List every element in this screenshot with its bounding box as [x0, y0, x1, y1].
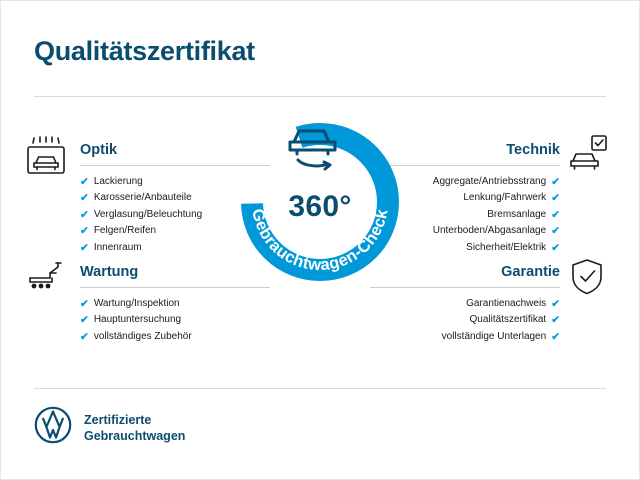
- check-icon: ✔: [551, 208, 560, 221]
- oil-can-icon: [26, 260, 70, 295]
- badge-degrees: 360°: [288, 190, 352, 223]
- list-item-label: Lackierung: [93, 176, 143, 187]
- check-icon: ✔: [80, 192, 89, 205]
- check-icon: ✔: [80, 330, 89, 343]
- list-item-label: Qualitätszertifikat: [469, 314, 547, 326]
- car-checklist-icon: [570, 134, 614, 179]
- 360-check-badge: [228, 110, 412, 294]
- list-item: [370, 329, 560, 345]
- list-item-label: Sicherheit/Elektrik: [466, 241, 547, 253]
- list-item: [80, 312, 270, 328]
- list-item: [370, 312, 560, 328]
- list-item-label: Innenraum: [93, 241, 142, 253]
- section-wartung-title: Wartung: [80, 264, 139, 280]
- check-icon: ✔: [80, 241, 89, 254]
- footer-divider: [34, 388, 606, 389]
- list-item-label: vollständiges Zubehör: [93, 330, 192, 342]
- check-icon: ✔: [80, 314, 89, 327]
- footer-text: [84, 412, 185, 444]
- list-item-label: Garantienachweis: [466, 298, 547, 309]
- section-technik-title: Technik: [506, 142, 560, 158]
- list-item-label: Bremsanlage: [487, 208, 547, 220]
- check-icon: ✔: [551, 330, 560, 343]
- section-wartung-list: [80, 296, 270, 345]
- list-item: [370, 296, 560, 312]
- car-wash-icon: [26, 136, 70, 181]
- vw-logo: [34, 406, 72, 449]
- list-item-label: Hauptuntersuchung: [93, 314, 182, 326]
- list-item: [80, 329, 270, 345]
- title-divider: [34, 96, 606, 97]
- footer-line-1: Zertifizierte: [84, 412, 152, 427]
- page-title: Qualitätszertifikat: [34, 36, 255, 66]
- list-item-label: Wartung/Inspektion: [93, 298, 180, 309]
- section-optik-title: Optik: [80, 142, 118, 158]
- list-item-label: Verglasung/Beleuchtung: [93, 208, 203, 220]
- check-icon: ✔: [80, 208, 89, 221]
- check-icon: ✔: [551, 225, 560, 238]
- list-item: [80, 296, 270, 312]
- check-icon: ✔: [551, 298, 560, 310]
- check-icon: ✔: [80, 298, 89, 310]
- check-icon: ✔: [551, 241, 560, 254]
- shield-check-icon: [570, 258, 606, 301]
- list-item-label: Karosserie/Anbauteile: [93, 192, 192, 204]
- check-icon: ✔: [551, 314, 560, 327]
- footer: [34, 406, 185, 449]
- check-icon: ✔: [80, 176, 89, 188]
- footer-line-2: Gebrauchtwagen: [84, 428, 186, 443]
- section-garantie-title: Garantie: [501, 264, 560, 280]
- list-item-label: Aggregate/Antriebsstrang: [432, 176, 547, 187]
- check-icon: ✔: [551, 192, 560, 205]
- svg-text:Gebrauchtwagen-Check: Gebrauchtwagen-Check: [248, 207, 392, 275]
- check-icon: ✔: [551, 176, 560, 188]
- section-garantie-list: [370, 296, 560, 345]
- list-item-label: vollständige Unterlagen: [441, 330, 547, 342]
- list-item-label: Unterboden/Abgasanlage: [432, 225, 547, 237]
- list-item-label: Lenkung/Fahrwerk: [463, 192, 547, 204]
- list-item-label: Felgen/Reifen: [93, 225, 157, 237]
- check-icon: ✔: [80, 225, 89, 238]
